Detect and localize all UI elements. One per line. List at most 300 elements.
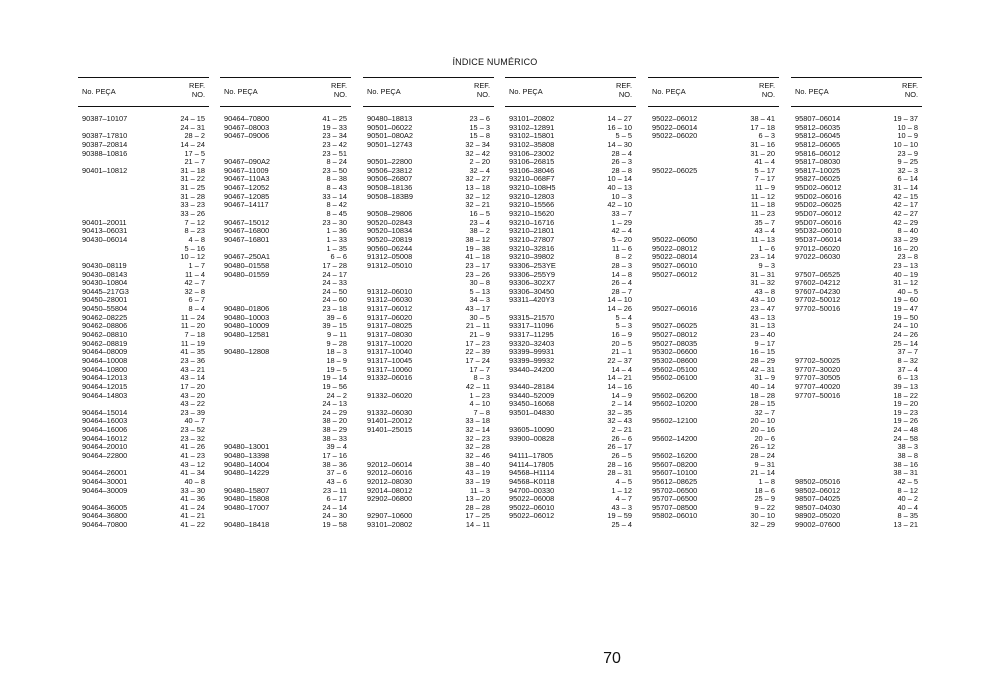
ref-number: 43 – 14 xyxy=(180,373,205,383)
ref-number: 19 – 37 xyxy=(893,114,918,123)
ref-number: 23 – 11 xyxy=(322,485,347,495)
ref-number: 7 – 12 xyxy=(184,217,205,227)
part-number: 91332–06020 xyxy=(367,390,413,400)
ref-number: 41 – 4 xyxy=(754,157,775,167)
part-number: 93106–23002 xyxy=(509,148,555,158)
ref-number: 33 – 26 xyxy=(180,209,205,219)
ref-number: 5 – 20 xyxy=(611,234,632,244)
ref-number: 19 – 5 xyxy=(326,364,347,374)
ref-number: 43 – 12 xyxy=(180,459,205,469)
ref-number: 40 – 19 xyxy=(893,269,918,279)
table-row xyxy=(648,521,779,530)
part-number-header: No. PEÇA xyxy=(82,87,116,96)
ref-number: 18 – 28 xyxy=(750,390,775,400)
part-number: 90520–02843 xyxy=(367,217,413,227)
part-number: 97607–04230 xyxy=(795,286,841,296)
ref-number: 20 – 6 xyxy=(754,433,775,443)
part-number: 90501–12743 xyxy=(367,139,413,149)
ref-number: 31 – 28 xyxy=(180,191,205,201)
ref-number: 38 – 20 xyxy=(322,416,347,426)
part-number: 93106–38046 xyxy=(509,165,555,175)
part-number: 95D02–06012 xyxy=(795,183,842,193)
part-number: 91317–06020 xyxy=(367,312,413,322)
part-number: 91317–10045 xyxy=(367,355,413,365)
ref-number: 42 – 11 xyxy=(465,381,490,391)
ref-number: 19 – 58 xyxy=(322,520,347,530)
part-number: 97707–30505 xyxy=(795,373,841,383)
ref-number: 10 – 12 xyxy=(180,252,205,262)
ref-number: 32 – 43 xyxy=(607,416,632,426)
part-number: 90387–20814 xyxy=(82,139,128,149)
ref-number: 32 – 29 xyxy=(750,520,775,530)
part-number: 90387–17810 xyxy=(82,131,128,141)
part-number: 98507–04025 xyxy=(795,494,841,504)
part-number: 95607–10100 xyxy=(652,468,698,478)
part-number: 90464–30001 xyxy=(82,476,128,486)
column-header xyxy=(363,77,494,107)
ref-number: 41 – 24 xyxy=(180,502,205,512)
part-number: 91312–06010 xyxy=(367,286,413,296)
part-number: 91317–08030 xyxy=(367,330,413,340)
ref-number: 32 – 27 xyxy=(465,174,490,184)
index-column xyxy=(78,77,209,530)
ref-number: 28 – 3 xyxy=(611,260,632,270)
page-number: 70 xyxy=(603,650,621,667)
ref-number: 10 – 3 xyxy=(611,191,632,201)
ref-number: 1 – 35 xyxy=(326,243,347,253)
part-number: 93210–108H5 xyxy=(509,183,556,193)
part-number: 93210–32816 xyxy=(509,243,555,253)
part-number: 95602–05100 xyxy=(652,364,698,374)
ref-number: 22 – 39 xyxy=(465,347,490,357)
ref-number: 23 – 39 xyxy=(180,407,205,417)
part-number: 93501–04830 xyxy=(509,407,555,417)
ref-number: 31 – 22 xyxy=(180,174,205,184)
part-number: 95812–06035 xyxy=(795,122,841,132)
part-number: 93210–21801 xyxy=(509,226,555,236)
part-number: 90480–15808 xyxy=(224,494,270,504)
part-number: 94568–H1114 xyxy=(509,468,555,478)
part-number: 93306–30450 xyxy=(509,286,555,296)
part-number: 95022–06012 xyxy=(509,511,555,521)
ref-number: 37 – 4 xyxy=(897,364,918,374)
ref-number: 18 – 3 xyxy=(326,347,347,357)
ref-number: 30 – 5 xyxy=(469,312,490,322)
part-number: 90464–10800 xyxy=(82,364,128,374)
ref-number: 32 – 21 xyxy=(465,200,490,210)
part-number: 90464–10008 xyxy=(82,355,128,365)
ref-number: 19 – 33 xyxy=(322,122,347,132)
part-number: 90506–23812 xyxy=(367,165,413,175)
ref-number: 8 – 12 xyxy=(897,485,918,495)
part-number: 90464–15014 xyxy=(82,407,128,417)
part-number: 95602–10200 xyxy=(652,399,698,409)
part-number: 91332–06016 xyxy=(367,373,413,383)
ref-number: 31 – 16 xyxy=(750,139,775,149)
ref-number: 28 – 4 xyxy=(611,148,632,158)
ref-number: 7 – 18 xyxy=(184,330,205,340)
ref-number: 11 – 20 xyxy=(180,321,205,331)
ref-number: 33 – 14 xyxy=(322,191,347,201)
table-row xyxy=(363,521,494,530)
ref-number: 31 – 31 xyxy=(750,269,775,279)
ref-number: 14 – 27 xyxy=(607,114,632,123)
ref-number: 28 – 29 xyxy=(750,355,775,365)
ref-number: 24 – 13 xyxy=(322,399,347,409)
ref-number: 24 – 10 xyxy=(893,321,918,331)
index-column xyxy=(220,77,351,530)
ref-number: 6 – 7 xyxy=(188,295,205,305)
ref-number: 14 – 16 xyxy=(607,381,632,391)
part-number: 91401–20012 xyxy=(367,416,413,426)
ref-number: 43 – 22 xyxy=(180,399,205,409)
ref-number: 39 – 13 xyxy=(893,381,918,391)
ref-number: 21 – 7 xyxy=(184,157,205,167)
ref-number: 32 – 42 xyxy=(465,148,490,158)
part-number: 95812–06045 xyxy=(795,131,841,141)
part-number: 93605–10090 xyxy=(509,425,555,435)
part-number: 90401–20011 xyxy=(82,217,127,227)
part-number: 95022–06014 xyxy=(652,122,698,132)
part-number: 93306–253YE xyxy=(509,260,556,270)
ref-number: 8 – 2 xyxy=(615,252,632,262)
part-number: 90464–16006 xyxy=(82,425,128,435)
ref-number: 19 – 14 xyxy=(322,373,347,383)
ref-number: 11 – 23 xyxy=(750,209,775,219)
ref-number: 16 – 15 xyxy=(750,347,775,357)
page-title: ÍNDICE NUMÉRICO xyxy=(452,57,538,67)
ref-number: 24 – 29 xyxy=(322,407,347,417)
ref-number: 21 – 9 xyxy=(469,330,490,340)
ref-number: 18 – 22 xyxy=(893,390,918,400)
part-number: 95022–06012 xyxy=(652,114,698,123)
ref-number: 14 – 26 xyxy=(607,304,632,314)
ref-number: 42 – 15 xyxy=(893,191,918,201)
part-number: 90464–36005 xyxy=(82,502,128,512)
part-number: 95022–06010 xyxy=(509,502,555,512)
ref-number: 10 – 14 xyxy=(607,174,632,184)
part-number: 90467–090A2 xyxy=(224,157,271,167)
ref-number: 24 – 2 xyxy=(326,390,347,400)
ref-number: 24 – 17 xyxy=(322,269,347,279)
ref-number: 8 – 3 xyxy=(473,373,490,383)
ref-number: 14 – 10 xyxy=(607,295,632,305)
ref-number: 4 – 8 xyxy=(188,234,205,244)
ref-number: 18 – 9 xyxy=(326,355,347,365)
ref-number: 28 – 28 xyxy=(465,502,490,512)
part-number-header: No. PEÇA xyxy=(509,87,543,96)
ref-number: 6 – 6 xyxy=(330,252,347,262)
ref-number: 43 – 13 xyxy=(750,312,775,322)
part-number: 97022–06030 xyxy=(795,252,841,262)
part-number: 94700–00330 xyxy=(509,485,555,495)
ref-number: 32 – 12 xyxy=(465,191,490,201)
ref-number: 8 – 38 xyxy=(326,174,347,184)
ref-number: 1 – 36 xyxy=(326,226,347,236)
table-row xyxy=(220,521,351,530)
ref-number: 22 – 37 xyxy=(607,355,632,365)
ref-number: 26 – 12 xyxy=(750,442,775,452)
part-number: 95027–06025 xyxy=(652,321,698,331)
ref-number: 43 – 8 xyxy=(754,286,775,296)
part-number: 93440–24200 xyxy=(509,364,555,374)
part-number: 91332–06030 xyxy=(367,407,413,417)
part-number: 95707–06500 xyxy=(652,494,698,504)
part-number: 95602–12100 xyxy=(652,416,698,426)
ref-number: 23 – 6 xyxy=(469,114,490,123)
ref-number: 8 – 42 xyxy=(326,200,347,210)
ref-number: 24 – 26 xyxy=(893,330,918,340)
part-number: 90501–06022 xyxy=(367,122,413,132)
part-number: 90462–08806 xyxy=(82,321,128,331)
part-number: 90560–06244 xyxy=(367,243,413,253)
part-number: 93102–15801 xyxy=(509,131,555,141)
part-number: 95D02–06016 xyxy=(795,191,842,201)
part-number: 95812–06065 xyxy=(795,139,841,149)
ref-number: 1 – 12 xyxy=(611,485,632,495)
ref-number: 38 – 31 xyxy=(893,468,918,478)
part-number: 90480–10009 xyxy=(224,321,270,331)
ref-number: 41 – 23 xyxy=(180,450,205,460)
part-number: 95022–06050 xyxy=(652,234,698,244)
part-number: 90464–14803 xyxy=(82,390,128,400)
part-number: 95602–14200 xyxy=(652,433,698,443)
part-number: 90464–70800 xyxy=(224,114,270,123)
part-number: 90464–26001 xyxy=(82,468,128,478)
ref-number: 17 – 16 xyxy=(322,450,347,460)
column-header xyxy=(791,77,922,107)
part-number: 90464–12013 xyxy=(82,373,128,383)
part-number: 95D07–06012 xyxy=(795,209,842,219)
part-number: 90508–29806 xyxy=(367,209,413,219)
ref-number: 38 – 41 xyxy=(750,114,775,123)
ref-number: 41 – 25 xyxy=(322,114,347,123)
part-number: 90480–17007 xyxy=(224,502,270,512)
part-number: 98507–04030 xyxy=(795,502,841,512)
part-number: 90462–08225 xyxy=(82,312,128,322)
ref-number: 17 – 25 xyxy=(465,511,490,521)
part-number: 95022–08012 xyxy=(652,243,698,253)
part-number: 92012–08030 xyxy=(367,476,413,486)
ref-number: 31 – 14 xyxy=(893,183,918,193)
ref-number: 18 – 6 xyxy=(754,485,775,495)
part-number: 95817–10025 xyxy=(795,165,841,175)
ref-number: 2 – 20 xyxy=(469,157,490,167)
ref-number: 17 – 24 xyxy=(465,355,490,365)
part-number: 95D37–06014 xyxy=(795,234,842,244)
part-number: 93102–35808 xyxy=(509,139,555,149)
ref-number-header: REF. NO. xyxy=(473,81,490,99)
ref-number: 9 – 28 xyxy=(326,338,347,348)
ref-number: 9 – 31 xyxy=(754,459,775,469)
part-number: 91312–06030 xyxy=(367,295,413,305)
ref-number: 43 – 20 xyxy=(180,390,205,400)
ref-number: 28 – 8 xyxy=(611,165,632,175)
ref-number: 28 – 15 xyxy=(750,399,775,409)
ref-number: 21 – 14 xyxy=(750,468,775,478)
part-number: 97707–50016 xyxy=(795,390,841,400)
ref-number: 17 – 23 xyxy=(465,338,490,348)
ref-number: 5 – 3 xyxy=(615,321,632,331)
table-row xyxy=(791,521,922,530)
ref-number: 14 – 4 xyxy=(611,364,632,374)
part-number: 90464–16012 xyxy=(82,433,128,443)
part-number: 98502–05016 xyxy=(795,476,841,486)
ref-number: 33 – 19 xyxy=(465,476,490,486)
ref-number: 41 – 21 xyxy=(180,511,205,521)
ref-number: 40 – 2 xyxy=(897,494,918,504)
part-number: 93399–99931 xyxy=(509,347,555,357)
ref-number: 8 – 24 xyxy=(326,157,347,167)
ref-number: 24 – 50 xyxy=(322,286,347,296)
part-number: 93210–12803 xyxy=(509,191,555,201)
ref-number: 28 – 24 xyxy=(750,450,775,460)
ref-number: 23 – 36 xyxy=(180,355,205,365)
ref-number: 42 – 10 xyxy=(607,200,632,210)
ref-number-header: REF. NO. xyxy=(901,81,918,99)
part-number-header: No. PEÇA xyxy=(795,87,829,96)
part-number: 95D02–06025 xyxy=(795,200,842,210)
part-number: 90467–08003 xyxy=(224,122,270,132)
part-number: 90480–14004 xyxy=(224,459,270,469)
ref-number: 24 – 60 xyxy=(322,295,347,305)
part-number: 95602–06200 xyxy=(652,390,698,400)
ref-number: 14 – 11 xyxy=(465,520,490,530)
ref-number: 23 – 50 xyxy=(322,165,347,175)
part-number: 90450–55804 xyxy=(82,304,128,314)
part-number: 90464–20010 xyxy=(82,442,128,452)
part-number: 93315–21570 xyxy=(509,312,555,322)
part-number: 90467–11009 xyxy=(224,165,269,175)
ref-number: 11 – 6 xyxy=(612,243,632,253)
ref-number: 20 – 10 xyxy=(750,416,775,426)
ref-number: 24 – 58 xyxy=(893,433,918,443)
ref-number: 23 – 52 xyxy=(180,425,205,435)
ref-number: 2 – 14 xyxy=(611,399,632,409)
ref-number: 42 – 27 xyxy=(893,209,918,219)
part-number: 93210–15566 xyxy=(509,200,555,210)
part-number: 90480–10003 xyxy=(224,312,270,322)
ref-number: 38 – 8 xyxy=(897,450,918,460)
ref-number-header: REF. NO. xyxy=(758,81,775,99)
ref-number: 17 – 28 xyxy=(322,260,347,270)
ref-number: 42 – 5 xyxy=(897,476,918,486)
ref-number: 38 – 36 xyxy=(322,459,347,469)
ref-number: 5 – 5 xyxy=(615,131,632,141)
ref-number: 24 – 15 xyxy=(180,114,205,123)
part-number: 97702–50012 xyxy=(795,295,841,305)
ref-number: 25 – 4 xyxy=(611,520,632,530)
ref-number: 28 – 2 xyxy=(184,131,205,141)
part-number: 91312–05008 xyxy=(367,252,413,262)
ref-number: 31 – 9 xyxy=(754,373,775,383)
ref-number: 19 – 47 xyxy=(893,304,918,314)
ref-number: 11 – 13 xyxy=(750,234,775,244)
ref-number: 21 – 11 xyxy=(465,321,490,331)
ref-number: 41 – 22 xyxy=(180,520,205,530)
ref-number: 32 – 23 xyxy=(465,433,490,443)
ref-number: 31 – 25 xyxy=(180,183,205,193)
column-header xyxy=(648,77,779,107)
part-number: 95607–08200 xyxy=(652,459,698,469)
ref-number: 23 – 17 xyxy=(465,260,490,270)
ref-number: 19 – 56 xyxy=(322,381,347,391)
ref-number: 11 – 4 xyxy=(185,269,205,279)
ref-number: 14 – 21 xyxy=(607,373,632,383)
part-number: 90464–08009 xyxy=(82,347,128,357)
ref-number: 4 – 10 xyxy=(469,399,490,409)
part-number: 90388–10816 xyxy=(82,148,128,158)
part-number: 91401–25015 xyxy=(367,425,413,435)
ref-number: 16 – 5 xyxy=(469,209,490,219)
ref-number: 31 – 32 xyxy=(750,278,775,288)
ref-number: 5 – 13 xyxy=(469,286,490,296)
part-number: 93450–16068 xyxy=(509,399,555,409)
ref-number: 26 – 6 xyxy=(611,433,632,443)
ref-number: 43 – 21 xyxy=(180,364,205,374)
part-number: 90464–30009 xyxy=(82,485,128,495)
ref-number: 19 – 23 xyxy=(893,407,918,417)
ref-number: 6 – 17 xyxy=(326,494,347,504)
ref-number: 43 – 4 xyxy=(754,226,775,236)
part-number: 90467–110A3 xyxy=(224,174,270,184)
table-row xyxy=(78,521,209,530)
ref-number: 1 – 7 xyxy=(188,260,205,270)
part-number: 97602–04212 xyxy=(795,278,841,288)
index-column xyxy=(791,77,922,530)
ref-number: 26 – 4 xyxy=(611,278,632,288)
part-number-header: No. PEÇA xyxy=(652,87,686,96)
ref-number: 6 – 13 xyxy=(897,373,918,383)
ref-number: 43 – 3 xyxy=(611,502,632,512)
ref-number: 34 – 3 xyxy=(469,295,490,305)
part-number: 90508–183B9 xyxy=(367,191,414,201)
part-number: 90467–12085 xyxy=(224,191,270,201)
ref-number: 38 – 3 xyxy=(897,442,918,452)
part-number: 90413–06031 xyxy=(82,226,128,236)
part-number: 95022–08014 xyxy=(652,252,698,262)
part-number: 93399–99932 xyxy=(509,355,555,365)
part-number: 90467–14117 xyxy=(224,200,269,210)
part-number: 92014–08012 xyxy=(367,485,413,495)
ref-number: 32 – 3 xyxy=(897,165,918,175)
ref-number: 6 – 3 xyxy=(758,131,775,141)
part-number: 90445–217G3 xyxy=(82,286,129,296)
part-number: 95702–06500 xyxy=(652,485,698,495)
part-number: 93101–20802 xyxy=(509,114,555,123)
part-number: 94114–17805 xyxy=(509,459,554,469)
part-number: 95D07–06016 xyxy=(795,217,842,227)
ref-number: 16 – 10 xyxy=(607,122,632,132)
part-number: 91317–08025 xyxy=(367,321,413,331)
part-number: 95027–06012 xyxy=(652,269,698,279)
part-number: 99002–07600 xyxy=(795,520,841,530)
ref-number: 30 – 8 xyxy=(469,278,490,288)
ref-number: 33 – 29 xyxy=(893,234,918,244)
ref-number: 8 – 40 xyxy=(897,226,918,236)
ref-number: 33 – 18 xyxy=(465,416,490,426)
ref-number-header: REF. NO. xyxy=(330,81,347,99)
ref-number: 10 – 9 xyxy=(897,131,918,141)
part-number: 90501–080A2 xyxy=(367,131,414,141)
part-number: 90430–06014 xyxy=(82,234,128,244)
ref-number: 26 – 5 xyxy=(611,450,632,460)
ref-number: 1 – 23 xyxy=(469,390,490,400)
ref-number: 6 – 14 xyxy=(897,174,918,184)
ref-number: 7 – 8 xyxy=(473,407,490,417)
part-number: 90450–28001 xyxy=(82,295,128,305)
ref-number: 5 – 16 xyxy=(184,243,205,253)
